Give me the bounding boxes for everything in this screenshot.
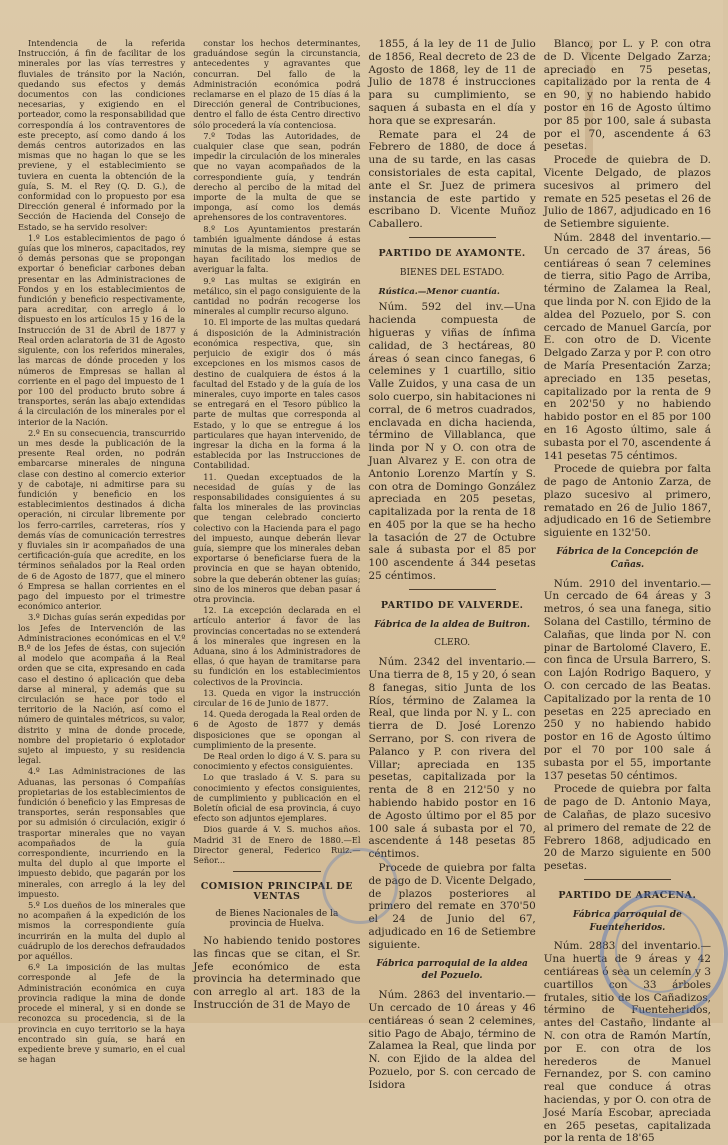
lot-entry: Núm. 2863 del inventario.—Un cercado de 10 áreas y 46 centiáreas ó sean 2 celemines, sitio Pago de Abajo, término de Zalamea la Real, que linda por N. con Ejido de la aldea del Pozuelo, por S. con cercado de Isidora: [368, 989, 536, 1091]
col2-paragraph: 10. El importe de las multas quedará á disposición de la Administración económica respectiva, que, sin perjuicio de exigir dos ó más excepciones en los mismos casos de destino de cualquiera de éstos á la facultad del Estado y de la guía de los minerales, cuyo importe en tales casos se entregará en el Tesoro público la parte de multas que corresponda al Estado, y lo que se entregue á los particulares que hayan intervenido, de ingresar la dicha en la forma á la establecida por las Instrucciones de Contabilidad.: [193, 317, 361, 471]
col2-paragraph: Lo que traslado á V. S. para su conocimiento y efectos consiguientes, de cumplimiento y publicación en el Boletín oficial de esa provincia, á cuyo efecto son adjuntos ejemplares.: [193, 772, 361, 824]
rustica-heading: Rústica.—Menor cuantía.: [378, 286, 500, 297]
col2-paragraph: De Real orden lo digo á V. S. para su conocimiento y efectos consiguientes.: [193, 751, 361, 772]
fabrica-heading: Fábrica de la aldea de Buitron.: [374, 619, 530, 630]
lot-note: Procede de quiebra por falta de pago de Antonio Zarza, de plazo sucesivo al primero, rematado en 26 de Julio 1867, adjudicado en 16 de Setiembre siguiente en 132'50.: [543, 463, 711, 540]
section-heading: COMISION PRINCIPAL DE VENTAS: [200, 881, 354, 903]
col2-paragraph: Dios guarde á V. S. muchos años. Madrid 31 de Enero de 1880.—El Director general, Federico Ruiz.—Señor...: [193, 824, 361, 866]
col1-paragraph: 5.º Los dueños de los minerales que no acompañen á la expedición de los mismos la correspondiente guía incurrirán en la multa del duplo al cuádruplo de los derechos defraudados por aquéllos.: [18, 900, 186, 962]
col2-paragraph: 7.º Todas las Autoridades, de cualquier clase que sean, podrán impedir la circulación de los minerales que no vayan acompañados de la correspondiente guía, y tendrán derecho al percibo de la mitad del importe de la multa de que se imponga, así como los demás aprehensores de los contraventores.: [193, 130, 361, 223]
bienes-heading: BIENES DEL ESTADO.: [399, 267, 505, 278]
fabrica-heading: Fábrica parroquial de la aldea del Pozuelo.: [376, 958, 528, 982]
col1-paragraph: 6.º La imposición de las multas corresponde al Jefe de la Administración económica en cuya provincia radique la mina de donde procede el mineral, y si en donde se reconozca su procedencia, si de la provincia en cuyo territorio se la haya encontrado sin guía, se hará en expediente breve y sumario, en el cual se hagan: [18, 962, 186, 1065]
column-2: [193, 38, 360, 1019]
lot-entry: Núm. 2848 del inventario.—Un cercado de 37 áreas, 56 centiáreas ó sean 7 celemines de tierra, sitio Pago de Arriba, término de Zalamea la Real, que linda por N. con Ejido de la aldea del Pozuelo, por S. con cercado de Manuel García, por E. con otro de D. Vicente Delgado Zarza y por P. con otro de María Presentación Zarza; apreciado en 135 pesetas, capitalizado por la renta de 9 en 202'50 y no habiendo habido postor en el 85 por 100 en 16 Agosto último, sale á subasta por el 70, ascendente á 141 pesetas 75 céntimos.: [543, 231, 711, 462]
fabrica-heading: Fábrica parroquial de Fuenteheridos.: [572, 909, 682, 933]
col2-paragraph: 11. Quedan exceptuados de la necesidad de guías y de las responsabilidades consiguientes á su falta los minerales de las provincias que tengan celebrado concierto colectivo con la Hacienda para el pago del impuesto, aunque deberán llevar guía, siempre que los minerales deban exportarse ó beneficiarse fuera de la provincia en que se hayan obtenido, sobre la que deberán obtener las guías; sino de los mineros que deban pasar á otra provincia.: [193, 471, 361, 604]
col2-paragraph: 9.º Las multas se exigirán en metálico, sin el pago consiguiente de la cantidad no podrán recogerse los minerales al cumplir recurso alguno.: [193, 275, 361, 317]
text-columns: [18, 38, 711, 1145]
section-subheading: de Bienes Nacionales de la provincia de Huelva.: [215, 908, 339, 929]
col2-paragraph: 8.º Los Ayuntamientos prestarán también igualmente dándose á estas minutas de la misma, siempre que se hayan facilitado los medios de averiguar la falta.: [193, 223, 361, 275]
col3-remate: Remate para el 24 de Febrero de 1880, de doce á una de su tarde, en las casas consistoriales de esta capital, ante el Sr. Juez de primera instancia de este partido y escribano D. Vicente Muñoz Caballero.: [368, 128, 536, 231]
col3-intro: 1855, á la ley de 11 de Julio de 1856, Real decreto de 23 de Agosto de 1868, ley de 11 de Julio de 1878 é instrucciones para su cumplimiento, se saquen á subasta en el día y hora que se expresarán.: [368, 38, 536, 127]
partido-heading: PARTIDO DE ARACENA.: [558, 890, 697, 901]
col1-paragraph: 4.º Las Administraciones de las Aduanas, las personas ó Compañías propietarias de los establecimientos de fundición ó beneficio y las Empresas de transportes, serán responsables que por su admisión ó circulación, exigir ó trasportar minerales que no vayan acompañados de la guía correspondiente, incurriendo en la multa del duplo al que importe el impuesto debido, que pagarán por los minerales, con arreglo á la ley del impuesto.: [18, 766, 186, 899]
partido-heading: PARTIDO DE VALVERDE.: [380, 599, 524, 611]
column-3: [368, 38, 536, 1091]
col2-paragraph: constar los hechos determinantes, graduándose según la circunstancia, antecedentes y agravantes que concurran. Del fallo de la Administración económica podrá reclamarse en el plazo de 15 días á la Dirección general de Contribuciones, dentro el fallo de ésta Centro directivo sólo procederá la vía contenciosa.: [193, 38, 361, 130]
col2-paragraph: 12. La excepción declarada en el artículo anterior á favor de las provincias concertadas no se extenderá á los minerales que ingresen en la Aduana, sino á los Administradores de ellas, ó que hayan de tramitarse para su fundición en los establecimientos colectivos de la Provincia.: [193, 605, 361, 687]
col1-paragraph: 1.º Los establecimientos de pago ó guías que los mineros, capacitados, rey ó demás personas que se propongan exportar ó beneficiar carbones deban presentar en las Administraciones de Fondos y en los establecimientos de fundición y beneficio respectivamente, para acreditar, con arreglo á lo dispuesto en los artículos 15 y 16 de la Instrucción de 31 de Abril de 1877 y Real orden aclaratoria de 31 de Agosto siguiente, con los referidos minerales, las marcas de dónde proceden y los números de Empresas se hallan al corriente en el pago del impuesto de 1 por 100 del producto bruto sobre á transportes, serán las abajo extendidas á la circulación de los minerales por el interior de la Nación.: [18, 232, 186, 427]
section-divider: [584, 879, 671, 880]
lot-entry: Blanco, por L. y P. con otra de D. Vicente Delgado Zarza; apreciado en 75 pesetas, capitalizado por la renta de 4 en 90, y no habiendo habido postor en 16 de Agosto último por 85 por 100, sale á subasta por el 70, ascendente á 63 pesetas.: [543, 38, 711, 153]
col1-paragraph: Intendencia de la referida Instrucción, á fin de facilitar de los minerales por las vías terrestres y fluviales de tránsito por la Nación, quedando sus efectos y demás documentos con las condiciones necesarias, y exigiendo en el porteador, como la responsabilidad que correspondía á los contraventores de este precepto, así como dando á los demás centros autorizados en las mismas que no hagan lo que se les previene, y el establecimiento se tuviera en cuenta la obtención de la guía, S. M. el Rey (Q. D. G.), de conformidad con lo propuesto por esa Dirección general é informado por la Sección de Hacienda del Consejo de Estado, se ha servido resolver:: [18, 38, 186, 232]
lot-entry: Núm. 592 del inv.—Una hacienda compuesta de higueras y viñas de ínfima calidad, de 3 hectáreas, 80 áreas ó sean cinco fanegas, 6 celemines y 1 cuartillo, sitio Valle Zuidos, y una casa de un solo cuerpo, sin habitaciones ni corral, de 6 metros cuadrados, enclavada en dicha hacienda, término de Villablanca, que linda por N y O. con otra de Juan Alvarez y E. con otra de Antonio Lorenzo Martín y S. con otra de Domingo González apreciada en 205 pesetas, capitalizada por la renta de 18 en 405 por la que se ha hecho la tasación de 27 de Octubre sale á subasta por el 85 por 100 ascendente á 344 pesetas 25 céntimos.: [368, 301, 536, 583]
lot-note: Procede de quiebra por falta de pago de D. Vicente Delgado, de plazos posteriores al primero del remate en 370'50 el 24 de Junio del 67, adjudicado en 16 de Setiembre siguiente.: [368, 862, 536, 951]
col1-paragraph: 3.º Dichas guías serán expedidas por los Jefes de Intervención de las Administraciones económicas en el V.º B.º de los Jefes de éstas, con sujeción al modelo que acompaña á la Real orden que se cita, expresando en cada caso el destino ó aplicación que deba darse al mineral, y además que su circulación se hace por todo el territorio de la Nación, así como el número de quintales métricos, su valor, distrito y mina de donde procede, nombre del propietario ó explotador sujeto al impuesto, y su residencia legal.: [18, 612, 186, 766]
col2-paragraph: 14. Queda derogada la Real orden de 6 de Agosto de 1877 y demás disposiciones que se opongan al cumplimiento de la presente.: [193, 709, 361, 750]
lot-note: Procede de quiebra de D. Vicente Delgado, de plazos sucesivos al primero del remate en 525 pesetas el 26 de Julio de 1867, adjudicado en 16 de Setiembre siguiente.: [543, 154, 711, 231]
column-4: [543, 38, 711, 1145]
section-divider: [233, 871, 320, 872]
col2-paragraph: 13. Queda en vigor la instrucción circular de 16 de Junio de 1877.: [193, 687, 361, 708]
clero-heading: CLERO.: [434, 638, 471, 649]
section-divider: [409, 589, 496, 590]
partido-heading: PARTIDO DE AYAMONTE.: [378, 247, 526, 259]
fabrica-heading: Fábrica de la Concepción de Cañas.: [556, 547, 699, 570]
lot-entry: Núm. 2910 del inventario.—Un cercado de 64 áreas y 3 metros, ó sea una fanega, sitio Solana del Castillo, término de Calañas, que linda por N. con pinar de Bartolomé Clavero, E. con finca de Ursula Barrero, S. con Lajón Rodrigo Baquero, y O. con cercado de las Beatas. Capitalizado por la renta de 10 pesetas en 225 apreciado en 250 y no habiendo habido postor en 16 de Agosto último por el 70 por 100 sale á subasta por el 55, importante 137 pesetas 50 céntimos.: [543, 577, 711, 782]
column-1: [18, 38, 186, 1065]
section-divider: [409, 237, 496, 238]
col1-paragraph: 2.º En su consecuencia, transcurrido un mes desde la publicación de la presente Real orden, no podrán embarcarse minerales de ninguna clase con destino al comercio exterior y de cabotaje, ni admitirse para su fundición y beneficio en los establecimientos destinados á dicha operación, ni circular libremente por los ferro-carriles, carreteras, ríos y demás vías de comunicación terrestres y fluviales sin ir acompañados de una certificación-guía que acredite, en los términos señalados por la Real orden de 6 de Agosto de 1877, que el minero ó Empresa se hallan corrientes en el pago del impuesto por el trimestre económico anterior.: [18, 427, 186, 612]
lot-entry: Núm. 2883 del inventario.—Una huerta de 9 áreas y 42 centiáreas ó sea un celemín y 3 cuartillos con 33 árboles frutales, sitio de los Cañadizos, término de Fuenteheridos, antes del Castaño, lindante al N. con otra de Ramón Martín, por E. con otra de los herederos de Manuel Fernandez, por S. con camino real que conduce á otras haciendas, y por O. con otra de José María Escobar, apreciada en 265 pesetas, capitalizada por la renta de 18'65: [543, 940, 711, 1145]
auction-notice: No habiendo tenido postores las fincas que se citan, el Sr. Jefe económico de esta provincia ha determinado que con arreglo al art. 183 de la Instrucción de 31 de Mayo de: [193, 935, 361, 1012]
lot-entry: Núm. 2342 del inventario.—Una tierra de 8, 15 y 20, ó sean 8 fanegas, sitio Junta de los Ríos, término de Zalamea la Real, que linda por N. y L. con tierra de D. José Lorenzo Serrano, por S. con rivera de Palanco y P. con rivera del Villar; apreciada en 135 pesetas, capitalizada por la renta de 8 en 212'50 y no habiendo habido postor en 16 de Agosto último por el 85 por 100 sale á subasta por el 70, ascendente á 148 pesetas 85 céntimos.: [368, 656, 536, 861]
lot-note: Procede de quiebra por falta de pago de D. Antonio Maya, de Calañas, de plazo sucesivo al primero del remate de 22 de Febrero 1868, adjudicado en 20 de Marzo siguiente en 500 pesetas.: [543, 783, 711, 873]
